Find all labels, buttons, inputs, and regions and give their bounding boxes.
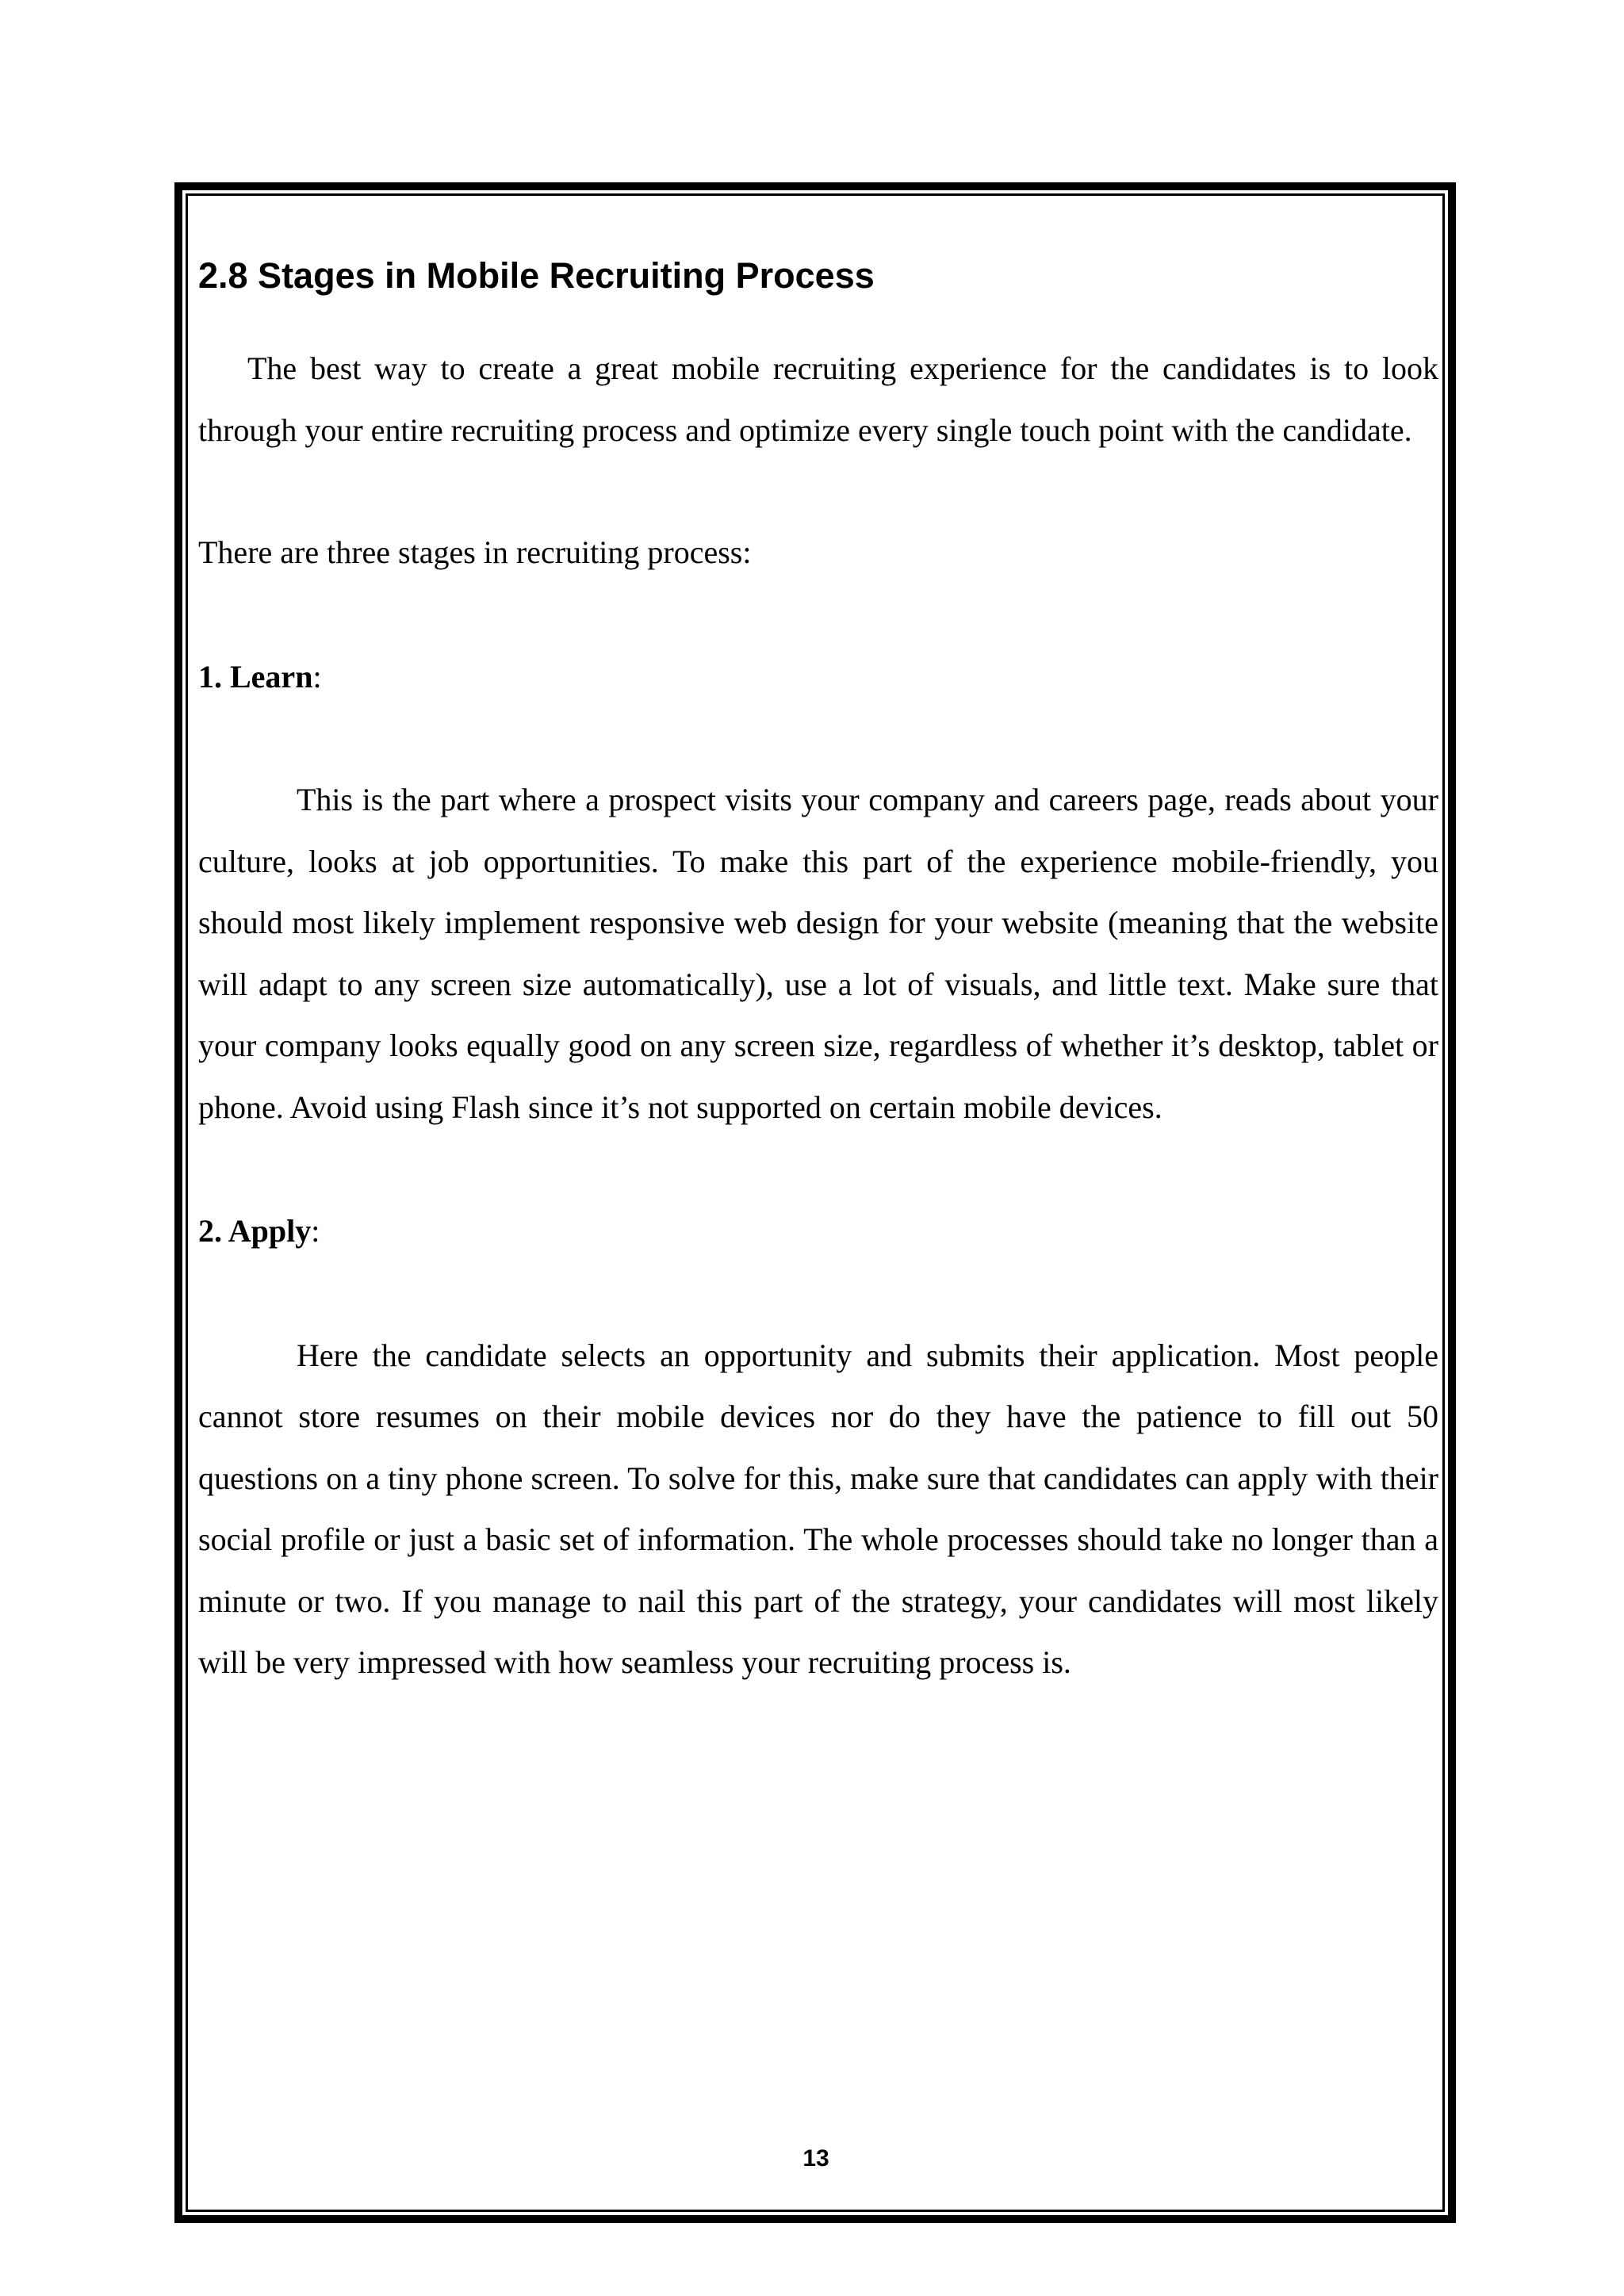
step-learn-heading [198, 646, 1438, 708]
intro-paragraph: The best way to create a great mobile recruiting experience for the candidates is to look through your entire recruiting process and optimize every single touch point with the candidate. [198, 350, 1438, 448]
page-number: 13 [802, 2145, 829, 2172]
step-apply-body: Here the candidate selects an opportunity and submits their application. Most people cannot store resumes on their mobile devices nor do they have the patience to fill out 50 questions on a tiny phone screen. To solve for this, make sure that candidates can apply with their social profile or just a basic set of information. The whole processes should take no longer than a minute or two. If you manage to nail this part of the strategy, your candidates will most likely will be very impressed with how seamless your recruiting process is. [198, 1337, 1438, 1680]
step-learn-colon: : [312, 658, 322, 695]
step-learn-body: This is the part where a prospect visits your company and careers page, reads about your culture, looks at job opportunities. To make this part of the experience mobile-friendly, you should most likely implement responsive web design for your website (meaning that the website will adapt to any screen size automatically), use a lot of visuals, and little text. Make sure that your company looks equally good on any screen size, regardless of whether it’s desktop, tablet or phone. Avoid using Flash since it’s not supported on certain mobile devices. [198, 782, 1438, 1125]
step-apply-colon: : [311, 1213, 320, 1249]
stages-intro-text: There are three stages in recruiting process: [198, 534, 752, 570]
section-heading: 2.8 Stages in Mobile Recruiting Process [198, 255, 875, 296]
step-apply-title: 2. Apply [198, 1213, 312, 1249]
step-learn-title: 1. Learn [198, 658, 313, 695]
step-apply-heading [198, 1200, 1438, 1262]
page-content [198, 252, 1438, 1693]
